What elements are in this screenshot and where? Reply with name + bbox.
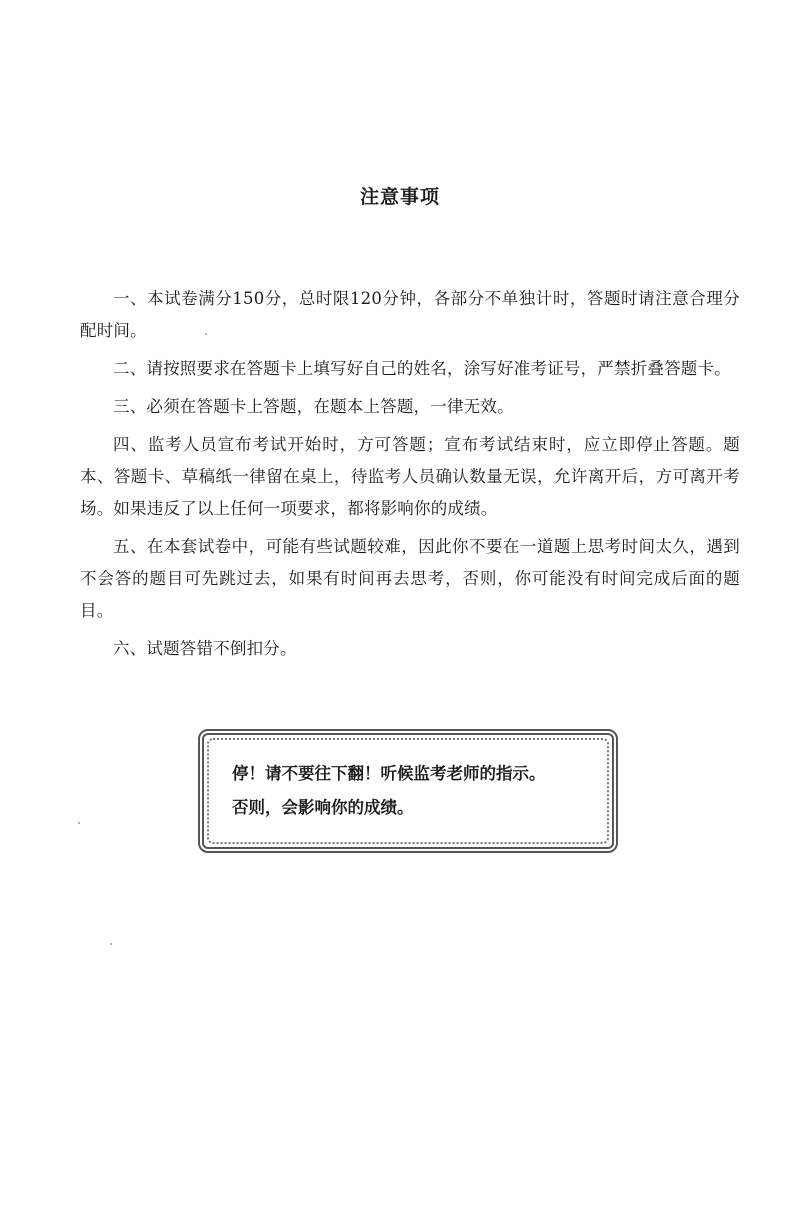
notice-item-5: 五、在本套试卷中，可能有些试题较难，因此你不要在一道题上思考时间太久，遇到不会答的题目可先跳过去，如果有时间再去思考，否则，你可能没有时间完成后面的题目。 [80, 537, 740, 620]
stop-warning-line-2: 否则，会影响你的成绩。 [232, 798, 414, 817]
stop-warning-text [232, 757, 602, 825]
notice-list [80, 283, 740, 671]
notice-item-2: 二、请按照要求在答题卡上填写好自己的姓名，涂写好准考证号，严禁折叠答题卡。 [113, 359, 731, 378]
stop-warning-line-1: 停！请不要往下翻！听候监考老师的指示。 [232, 764, 546, 783]
notice-item-3: 三、必须在答题卡上答题，在题本上答题，一律无效。 [113, 397, 514, 416]
scan-speck [78, 822, 80, 824]
page-title: 注意事项 [359, 186, 440, 208]
notice-item-1: 一、本试卷满分150分，总时限120分钟，各部分不单独计时，答题时请注意合理分配时间。 [80, 289, 740, 340]
notice-item-4: 四、监考人员宣布考试开始时，方可答题；宣布考试结束时，应立即停止答题。题本、答题卡、草稿纸一律留在桌上，待监考人员确认数量无误，允许离开后，方可离开考场。如果违反了以上任何一项要求，都将影响你的成绩。 [80, 435, 740, 518]
scan-speck [205, 333, 207, 335]
notice-item-6: 六、试题答错不倒扣分。 [113, 639, 297, 658]
scan-speck [110, 943, 112, 945]
stop-warning-box [198, 729, 618, 853]
